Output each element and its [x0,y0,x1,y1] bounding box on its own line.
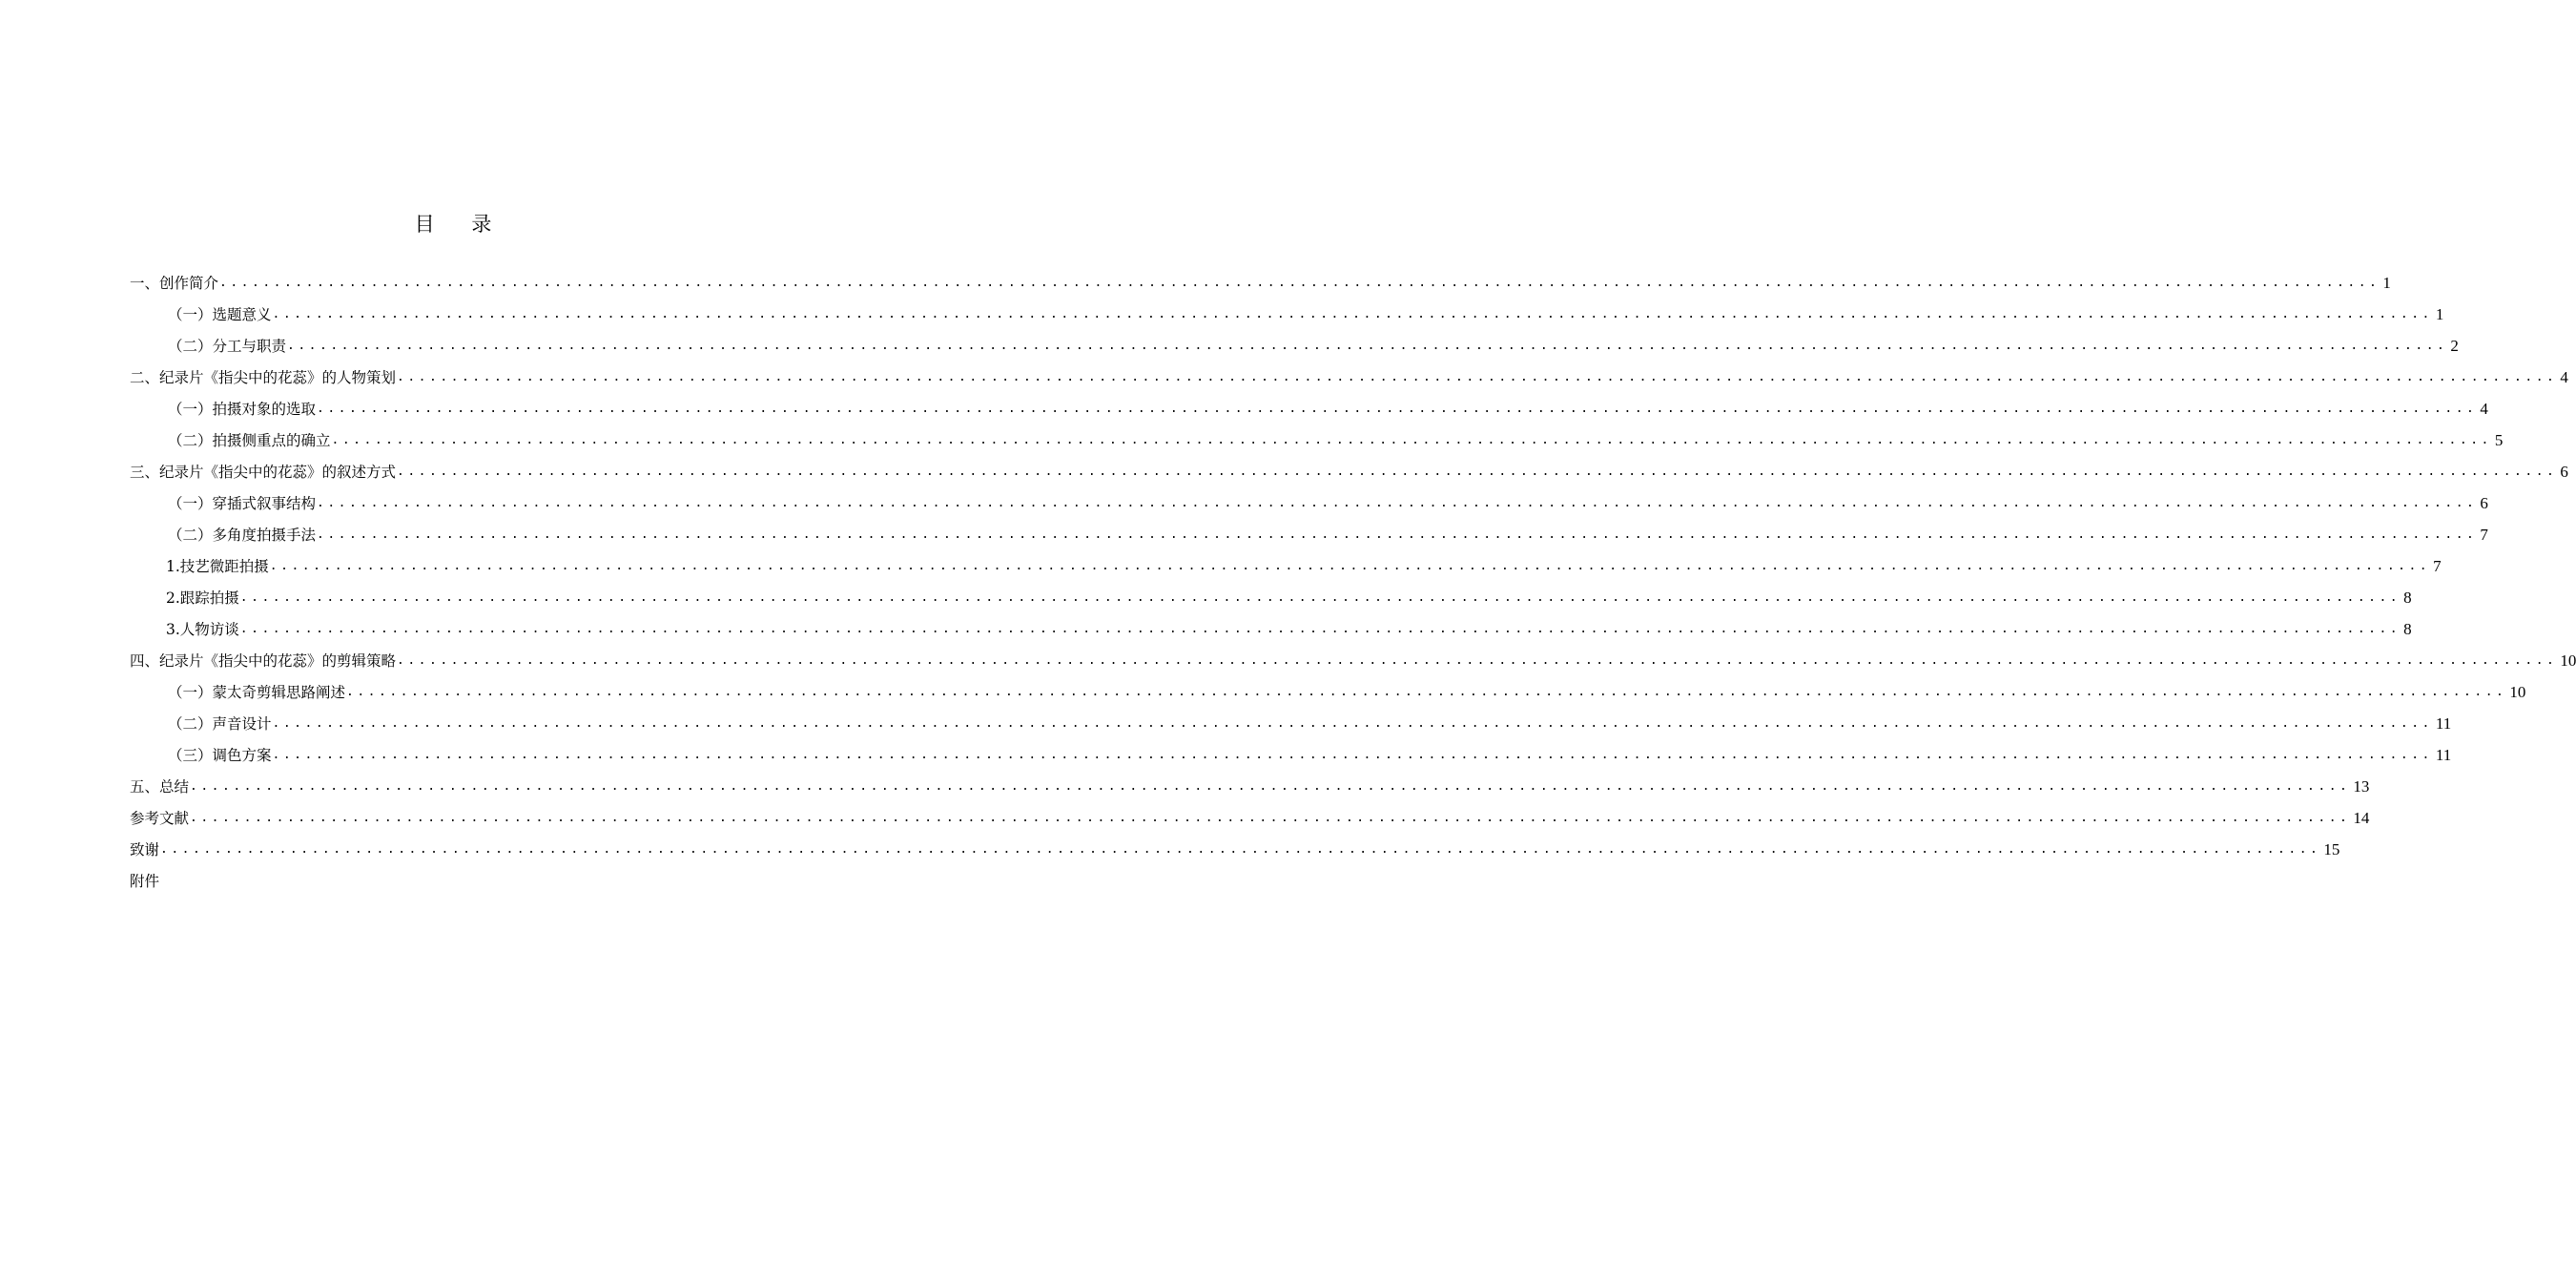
toc-entry-title: （一）蒙太奇剪辑思路阐述 [168,683,346,701]
toc-page-number: 4 [2560,367,2568,386]
toc-entry[interactable] [130,582,2412,613]
toc-entry-title: （一）穿插式叙事结构 [168,494,317,512]
toc-entry[interactable] [130,424,2504,456]
toc-entry[interactable] [130,676,2526,708]
toc-entry[interactable] [130,645,2576,676]
toc-entry-title: 致谢 [130,840,160,858]
toc-page-number: 11 [2435,713,2452,733]
toc-dot-leader: ........................................................................................................................................................................................................ [397,369,2558,384]
toc-entry[interactable] [130,519,2488,550]
toc-entry[interactable] [130,771,2370,802]
toc-page-number: 15 [2323,839,2340,858]
toc-dot-leader: ........................................................................................................................................................................................................ [346,684,2507,699]
toc-entry[interactable] [130,456,2568,487]
toc-page-number: 8 [2403,619,2412,638]
toc-entry-title: （三）调色方案 [168,746,272,764]
toc-dot-leader: ........................................................................................................................................................................................................ [239,621,2401,636]
table-of-contents [130,267,2576,897]
toc-dot-leader: ........................................................................................................................................................................................................ [219,275,2380,290]
toc-dot-leader: ........................................................................................................................................................................................................ [272,715,2433,731]
toc-entry[interactable] [130,487,2488,519]
toc-page-number: 2 [2450,336,2459,355]
toc-entry-title: 五、总结 [130,777,190,796]
toc-dot-leader: ........................................................................................................................................................................................................ [190,778,2351,794]
toc-entry[interactable] [130,550,2442,582]
page-title: 目 录 [414,213,507,236]
toc-dot-leader: ........................................................................................................................................................................................................ [269,558,2431,573]
toc-dot-leader: ........................................................................................................................................................................................................ [317,495,2478,510]
toc-page-number: 11 [2435,745,2452,764]
toc-entry-title: （二）拍摄侧重点的确立 [168,431,331,449]
toc-entry-title: 一、创作简介 [130,274,219,292]
toc-page-number: 1 [2435,304,2444,323]
toc-page-number: 8 [2403,588,2412,607]
toc-entry[interactable] [130,739,2452,771]
toc-entry[interactable] [130,834,2340,865]
toc-dot-leader: ........................................................................................................................................................................................................ [397,652,2558,668]
toc-entry[interactable] [130,330,2459,362]
toc-page-number: 6 [2480,493,2488,512]
toc-entry-title: 1.技艺微距拍摄 [166,557,269,575]
toc-page-number: 7 [2433,556,2442,575]
toc-entry-title: 二、纪录片《指尖中的花蕊》的人物策划 [130,368,397,386]
toc-entry-title: 三、纪录片《指尖中的花蕊》的叙述方式 [130,463,397,481]
toc-entry[interactable] [130,802,2370,834]
toc-page-number: 4 [2480,399,2488,418]
toc-entry[interactable] [130,708,2452,739]
toc-dot-leader: ........................................................................................................................................................................................................ [331,432,2492,447]
toc-entry-title: （二）分工与职责 [168,337,287,355]
toc-page-number: 10 [2560,651,2576,670]
toc-dot-leader: ........................................................................................................................................................................................................ [397,464,2558,479]
toc-entry-title: 四、纪录片《指尖中的花蕊》的剪辑策略 [130,651,397,670]
toc-entry[interactable] [130,393,2488,424]
toc-page-number: 10 [2509,682,2526,701]
toc-entry-title: 参考文献 [130,809,190,827]
toc-dot-leader: ........................................................................................................................................................................................................ [272,747,2433,762]
toc-entry-title: （一）拍摄对象的选取 [168,400,317,418]
toc-entry-title: 附件 [130,872,160,890]
toc-page-number: 7 [2480,525,2488,544]
toc-entry[interactable] [130,613,2412,645]
toc-entry-title: （二）声音设计 [168,714,272,733]
toc-entry[interactable] [130,299,2444,330]
toc-dot-leader: ........................................................................................................................................................................................................ [317,401,2478,416]
toc-entry-title: 3.人物访谈 [166,620,239,638]
toc-entry-title: 2.跟踪拍摄 [166,589,239,607]
toc-page-number: 1 [2382,273,2391,292]
toc-entry-title: （二）多角度拍摄手法 [168,526,317,544]
toc-page-number: 6 [2560,462,2568,481]
toc-entry[interactable] [130,865,762,897]
toc-dot-leader: ........................................................................................................................................................................................................ [190,810,2351,825]
toc-dot-leader: ........................................................................................................................................................................................................ [287,338,2448,353]
toc-page-number: 14 [2353,808,2370,827]
toc-dot-leader: ........................................................................................................................................................................................................ [317,527,2478,542]
toc-page-number: 5 [2494,430,2504,449]
toc-entry-title: （一）选题意义 [168,305,272,323]
toc-dot-leader: ........................................................................................................................................................................................................ [272,306,2433,321]
toc-dot-leader: ........................................................................................................................................................................................................ [239,589,2401,605]
toc-page-number: 13 [2353,776,2370,796]
toc-dot-leader: ........................................................................................................................................................................................................ [160,841,2321,857]
toc-entry[interactable] [130,267,2391,299]
toc-entry[interactable] [130,362,2568,393]
